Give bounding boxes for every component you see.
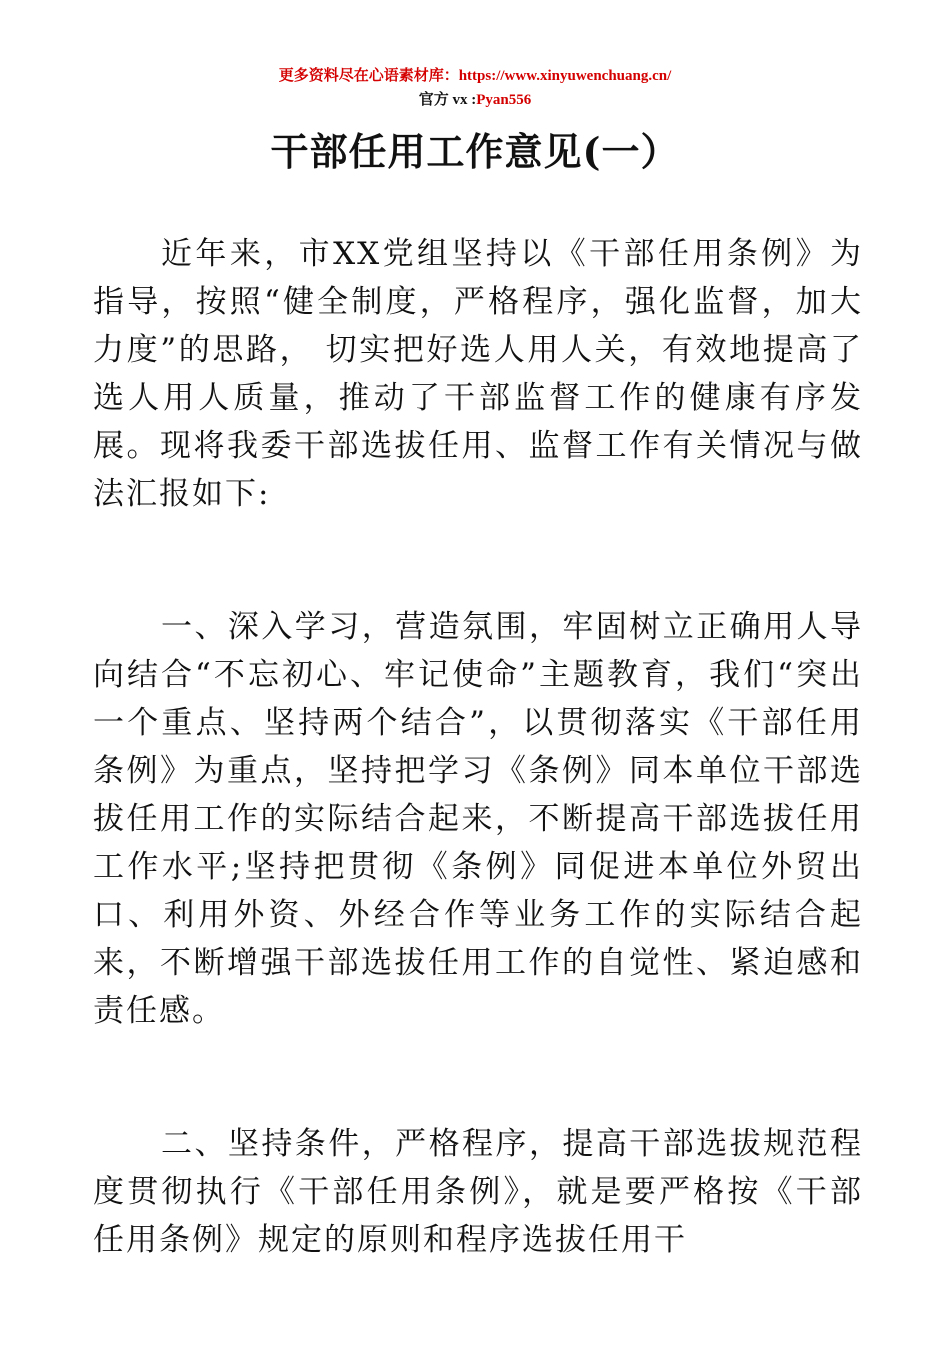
document-title: 干部任用工作意见(一） bbox=[270, 129, 680, 174]
paragraph-intro: 近年来，市XX党组坚持以《干部任用条例》为指导，按照“健全制度，严格程序，强化监督，加大力度”的思路， 切实把好选人用人关，有效地提高了选人用人质量，推动了干部监督工作的健康有序发展。现将我委干部选拔任用、监督工作有关情况与做法汇报如下: bbox=[93, 236, 863, 512]
promo-header bbox=[0, 66, 950, 86]
promo-label: 更多资料尽在心语素材库： bbox=[278, 68, 459, 84]
promo-url-link[interactable]: https://www.xinyuwenchuang.cn/ bbox=[458, 68, 672, 84]
document-body bbox=[93, 230, 863, 1349]
wechat-handle: Pyan556 bbox=[476, 92, 532, 108]
wechat-label: 官方 vx : bbox=[418, 92, 477, 108]
paragraph-section-two: 二、坚持条件，严格程序，提高干部选拔规范程度贯彻执行《干部任用条例》，就是要严格按《干部任用条例》规定的原则和程序选拔任用干 bbox=[93, 1126, 863, 1258]
wechat-header bbox=[0, 90, 950, 110]
paragraph-section-one: 一、深入学习，营造氛围，牢固树立正确用人导向结合“不忘初心、牢记使命”主题教育，我们“突出一个重点、坚持两个结合”，以贯彻落实《干部任用条例》为重点，坚持把学习《条例》同本单位干部选拔任用工作的实际结合起来，不断提高干部选拔任用工作水平;坚持把贯彻《条例》同促进本单位外贸出口、利用外资、外经合作等业务工作的实际结合起来，不断增强干部选拔任用工作的自觉性、紧迫感和责任感。 bbox=[93, 609, 863, 1029]
